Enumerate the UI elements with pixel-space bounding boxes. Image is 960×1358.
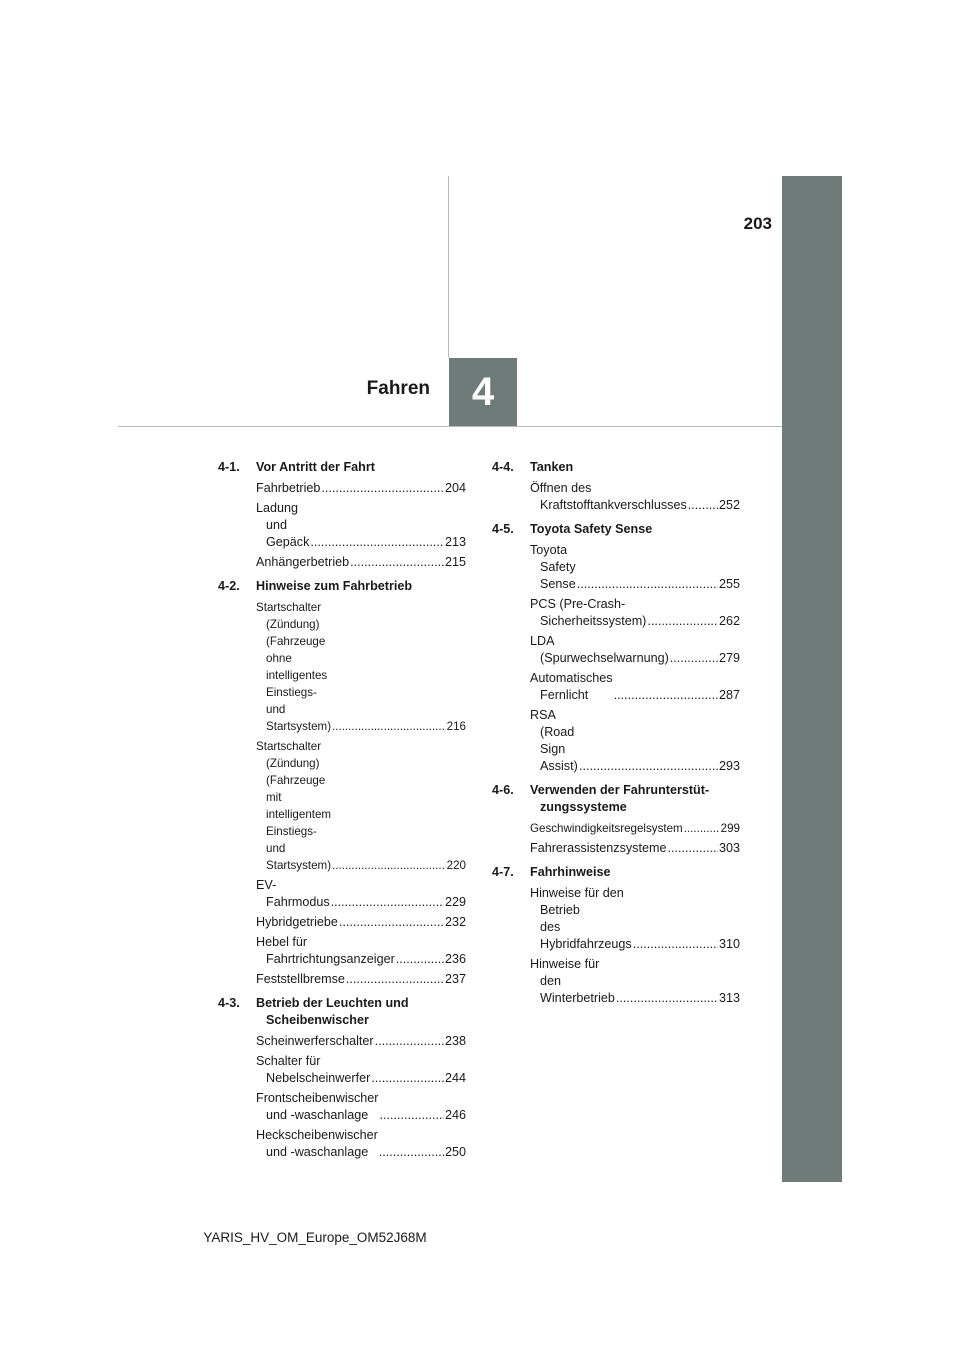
entry-title: Geschwindigkeitsregelsystem [530, 822, 683, 835]
toc-entry[interactable] [492, 480, 740, 514]
entry-title: Heckscheibenwischer und -waschanlage [256, 1128, 378, 1159]
entry-page-number: 215 [444, 555, 466, 569]
toc-entry[interactable] [218, 934, 466, 968]
entry-title: Schalter für Nebelscheinwerfer [256, 1054, 371, 1085]
toc-section-heading[interactable] [492, 521, 740, 538]
toc-entry[interactable] [492, 885, 740, 953]
entry-page-number: 220 [446, 859, 466, 872]
section-number: 4-5. [492, 522, 514, 536]
entry-title: Fahrbetrieb [256, 481, 321, 495]
dot-leader [371, 1070, 444, 1087]
toc-section-heading[interactable] [492, 864, 740, 881]
section-title: Vor Antritt der Fahrt [256, 460, 375, 474]
entry-title: Toyota Safety Sense [530, 543, 576, 591]
toc-entry[interactable] [218, 1090, 466, 1124]
entry-title: Ladung und Gepäck [256, 501, 310, 549]
chapter-title: Fahren [366, 378, 430, 399]
chapter-number-box: 4 [449, 358, 517, 426]
toc-entry[interactable] [492, 820, 740, 837]
toc-entry[interactable] [218, 971, 466, 988]
toc-entry[interactable] [492, 633, 740, 667]
toc-column-left [218, 459, 466, 1164]
page-number: 203 [743, 214, 772, 233]
toc-entry[interactable] [492, 707, 740, 775]
toc-section-heading[interactable] [218, 578, 466, 595]
toc-entry[interactable] [492, 840, 740, 857]
section-number: 4-3. [218, 996, 240, 1010]
entry-title: Hinweise für den Winterbetrieb [530, 957, 615, 1005]
entry-title: Fahrerassistenzsysteme [530, 841, 667, 855]
entry-page-number: 232 [444, 915, 466, 929]
toc-entry[interactable] [492, 670, 740, 704]
vertical-rule [448, 176, 449, 358]
entry-page-number: 237 [444, 972, 466, 986]
toc-entry[interactable] [218, 500, 466, 551]
toc-section-heading[interactable] [492, 459, 740, 476]
dot-leader [670, 650, 718, 667]
dot-leader [339, 914, 444, 931]
toc-section-heading[interactable] [218, 459, 466, 476]
entry-page-number: 313 [718, 991, 740, 1005]
dot-leader [579, 758, 718, 775]
toc-entry[interactable] [218, 738, 466, 874]
dot-leader [380, 1107, 444, 1124]
section-title: Verwenden der Fahrunterstüt-zungssysteme [530, 783, 710, 814]
dot-leader [616, 990, 718, 1007]
entry-title: Startschalter (Zündung) (Fahrzeuge mit intelligentem Einstiegs- und Startsystem) [256, 740, 332, 872]
toc-entry[interactable] [218, 554, 466, 571]
entry-page-number: 287 [718, 688, 740, 702]
dot-leader [667, 840, 718, 857]
entry-title: Startschalter (Zündung) (Fahrzeuge ohne intelligentes Einstiegs- und Startsystem) [256, 601, 332, 733]
dot-leader [350, 554, 444, 571]
section-title: Toyota Safety Sense [530, 522, 653, 536]
entry-page-number: 213 [444, 535, 466, 549]
section-title: Fahrhinweise [530, 865, 611, 879]
dot-leader [310, 534, 444, 551]
section-title: Tanken [530, 460, 574, 474]
dot-leader [332, 718, 446, 735]
dot-leader [331, 894, 444, 911]
dot-leader [614, 687, 718, 704]
horizontal-rule [118, 426, 782, 427]
dot-leader [633, 936, 718, 953]
entry-title: LDA (Spurwechselwarnung) [530, 634, 669, 665]
toc-entry[interactable] [218, 914, 466, 931]
entry-page-number: 293 [718, 759, 740, 773]
toc-entry[interactable] [218, 480, 466, 497]
entry-title: PCS (Pre-Crash- Sicherheitssystem) [530, 597, 647, 628]
toc-entry[interactable] [492, 596, 740, 630]
entry-page-number: 279 [718, 651, 740, 665]
toc-entry[interactable] [218, 1127, 466, 1161]
entry-page-number: 252 [718, 498, 740, 512]
entry-page-number: 244 [444, 1071, 466, 1085]
toc-column-right [492, 459, 740, 1010]
dot-leader [332, 857, 446, 874]
dot-leader [379, 1144, 444, 1161]
entry-page-number: 236 [444, 952, 466, 966]
entry-page-number: 216 [446, 720, 466, 733]
dot-leader [375, 1033, 444, 1050]
entry-title: Hinweise für den Betrieb des Hybridfahrzeugs [530, 886, 632, 951]
dot-leader [396, 951, 444, 968]
dot-leader [684, 820, 720, 837]
toc-section-heading[interactable] [218, 995, 466, 1029]
section-number: 4-4. [492, 460, 514, 474]
section-number: 4-1. [218, 460, 240, 474]
entry-title: Hybridgetriebe [256, 915, 338, 929]
dot-leader [688, 497, 718, 514]
chapter-side-tab [782, 176, 842, 1182]
toc-entry[interactable] [218, 1033, 466, 1050]
section-number: 4-6. [492, 783, 514, 797]
toc-entry[interactable] [218, 1053, 466, 1087]
dot-leader [346, 971, 444, 988]
entry-title: Feststellbremse [256, 972, 345, 986]
entry-page-number: 204 [444, 481, 466, 495]
entry-page-number: 262 [718, 614, 740, 628]
toc-entry[interactable] [218, 877, 466, 911]
toc-entry[interactable] [492, 956, 740, 1007]
section-number: 4-2. [218, 579, 240, 593]
entry-page-number: 299 [720, 822, 740, 835]
section-number: 4-7. [492, 865, 514, 879]
entry-title: Automatisches Fernlicht [530, 671, 613, 702]
entry-page-number: 238 [444, 1034, 466, 1048]
entry-title: Öffnen des Kraftstofftankverschlusses [530, 481, 687, 512]
entry-title: RSA (Road Sign Assist) [530, 708, 578, 773]
entry-title: Anhängerbetrieb [256, 555, 350, 569]
entry-page-number: 255 [718, 577, 740, 591]
toc-section-heading[interactable] [492, 782, 740, 816]
section-title: Hinweise zum Fahrbetrieb [256, 579, 413, 593]
entry-title: Scheinwerferschalter [256, 1034, 374, 1048]
entry-title: Hebel für Fahrtrichtungsanzeiger [256, 935, 395, 966]
document-footer: YARIS_HV_OM_Europe_OM52J68M [203, 1230, 427, 1245]
dot-leader [577, 576, 718, 593]
entry-title: EV-Fahrmodus [256, 878, 330, 909]
entry-page-number: 310 [718, 937, 740, 951]
entry-page-number: 250 [444, 1145, 466, 1159]
entry-page-number: 246 [444, 1108, 466, 1122]
entry-page-number: 229 [444, 895, 466, 909]
toc-entry[interactable] [218, 599, 466, 735]
entry-page-number: 303 [718, 841, 740, 855]
entry-title: Frontscheibenwischer und -waschanlage [256, 1091, 379, 1122]
section-title: Betrieb der Leuchten und Scheibenwischer [256, 996, 409, 1027]
dot-leader [321, 480, 444, 497]
dot-leader [647, 613, 718, 630]
toc-entry[interactable] [492, 542, 740, 593]
